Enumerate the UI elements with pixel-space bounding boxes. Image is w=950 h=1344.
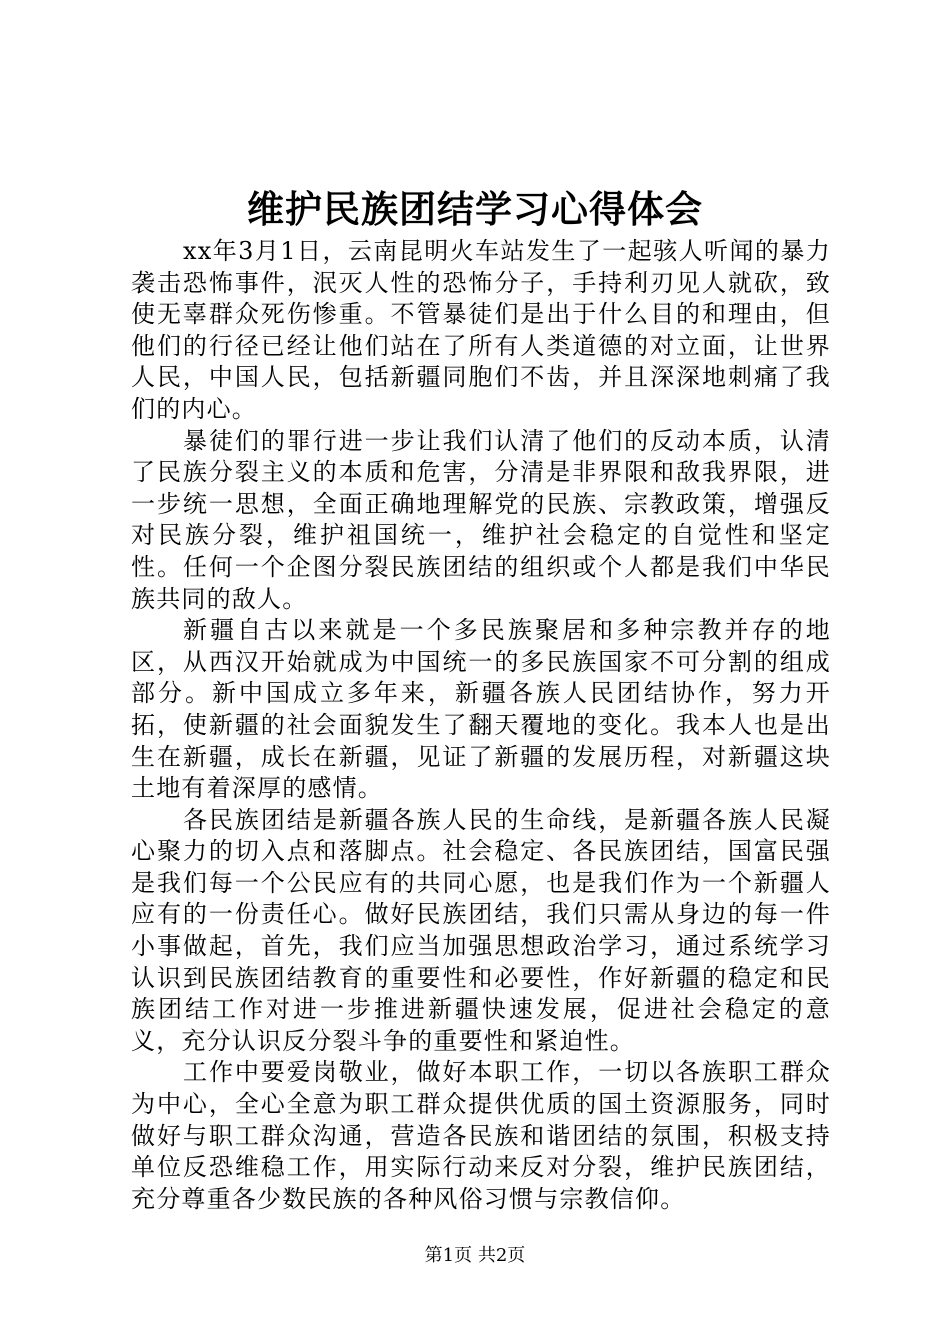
paragraph: xx年3月1日，云南昆明火车站发生了一起骇人听闻的暴力袭击恐怖事件，泯灭人性的恐怖分子，手持利刃见人就砍，致使无辜群众死伤惨重。不管暴徒们是出于什么目的和理由，但他们的行径已经让他们站在了所有人类道德的对立面，让世界人民，中国人民，包括新疆同胞们不齿，并且深深地刺痛了我们的内心。: [131, 237, 831, 423]
paragraph: 工作中要爱岗敬业，做好本职工作，一切以各族职工群众为中心，全心全意为职工群众提供优质的国土资源服务，同时做好与职工群众沟通，营造各民族和谐团结的氛围，积极支持单位反恐维稳工作，用实际行动来反对分裂，维护民族团结，充分尊重各少数民族的各种风俗习惯与宗教信仰。: [131, 1058, 831, 1213]
paragraph: 新疆自古以来就是一个多民族聚居和多种宗教并存的地区，从西汉开始就成为中国统一的多民族国家不可分割的组成部分。新中国成立多年来，新疆各族人民团结协作，努力开拓，使新疆的社会面貌发生了翻天覆地的变化。我本人也是出生在新疆，成长在新疆，见证了新疆的发展历程，对新疆这块土地有着深厚的感情。: [131, 616, 831, 803]
page-footer: 第1页 共2页: [424, 1245, 526, 1266]
paragraph: 暴徒们的罪行进一步让我们认清了他们的反动本质，认清了民族分裂主义的本质和危害，分清是非界限和敌我界限，进一步统一思想，全面正确地理解党的民族、宗教政策，增强反对民族分裂，维护祖国统一，维护社会稳定的自觉性和坚定性。任何一个企图分裂民族团结的组织或个人都是我们中华民族共同的敌人。: [131, 426, 831, 613]
document-body: [131, 236, 831, 1215]
paragraph: 各民族团结是新疆各族人民的生命线，是新疆各族人民凝心聚力的切入点和落脚点。社会稳定、各民族团结，国富民强是我们每一个公民应有的共同心愿，也是我们作为一个新疆人应有的一份责任心。做好民族团结，我们只需从身边的每一件小事做起，首先，我们应当加强思想政治学习，通过系统学习认识到民族团结教育的重要性和必要性，作好新疆的稳定和民族团结工作对进一步推进新疆快速发展，促进社会稳定的意义，充分认识反分裂斗争的重要性和紧迫性。: [131, 805, 831, 1055]
page-title: 维护民族团结学习心得体会: [247, 187, 703, 231]
